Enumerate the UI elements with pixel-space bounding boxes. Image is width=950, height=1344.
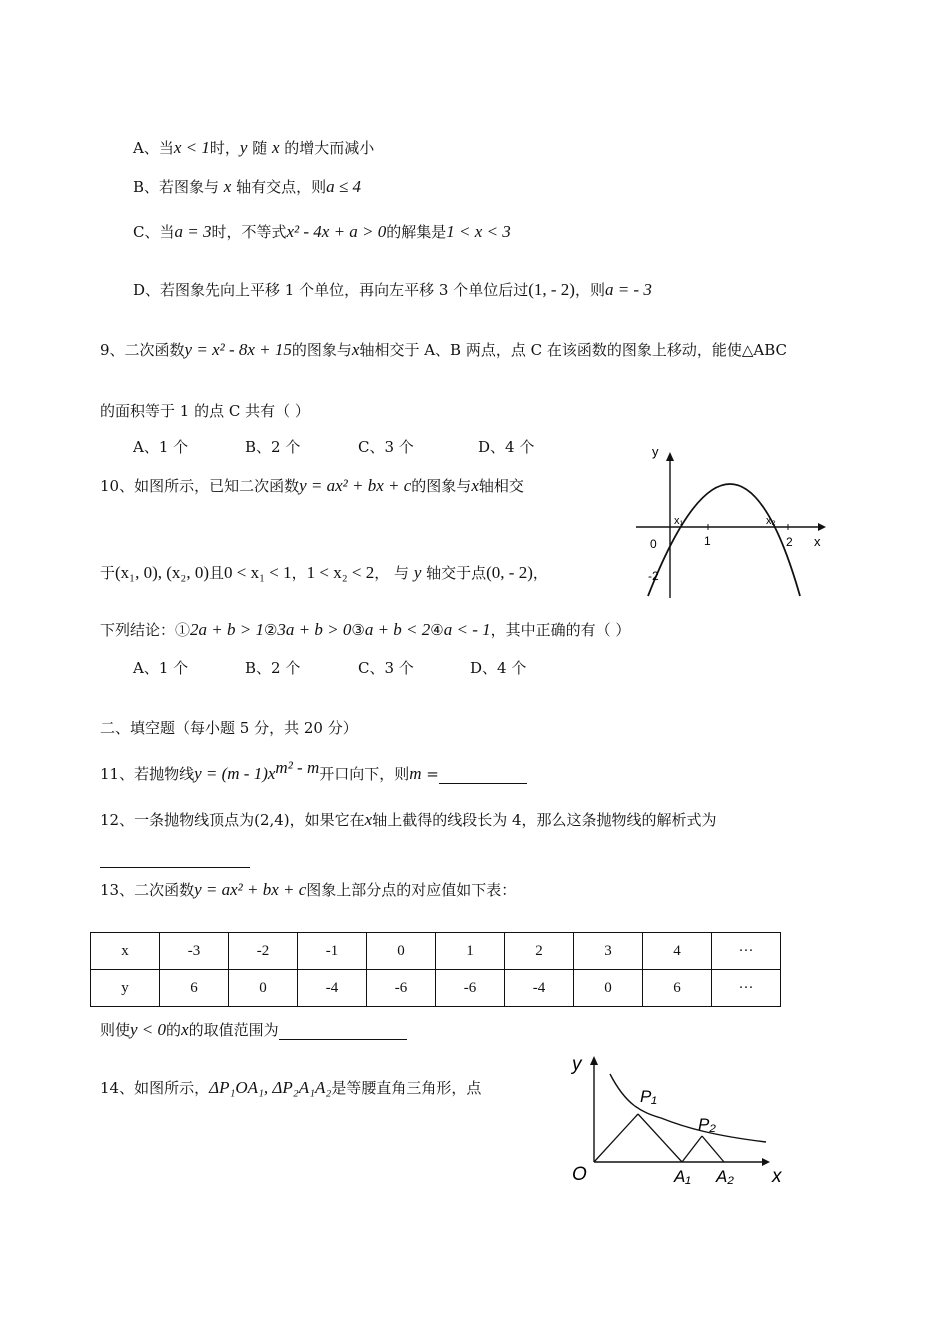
table-cell: -3: [160, 933, 229, 970]
q8-option-d: [133, 280, 652, 300]
q8-a-mid: 时，: [209, 139, 240, 157]
q14-segment-p1-a1: [638, 1114, 682, 1162]
q10-cond1: 0 < x₁ < 1: [224, 563, 292, 582]
q9-stem: [100, 340, 787, 360]
q10-option-a: A、1 个: [133, 659, 189, 677]
q9-equation: y = x² - 8x + 15: [184, 340, 292, 359]
table-cell: 3: [574, 933, 643, 970]
q10-equation: y = ax² + bx + c: [299, 476, 412, 495]
q14-triangle-graph: [566, 1050, 792, 1188]
q13-prefix: 13、二次函数: [100, 881, 195, 899]
q8-c-prefix: C、当: [133, 223, 175, 241]
q11-answer-blank[interactable]: [439, 783, 527, 784]
q10-l2a: 于: [100, 564, 116, 582]
q10-result2: 3a + b > 0: [277, 620, 352, 639]
q8-b-condition: a ≤ 4: [326, 177, 361, 196]
table-cell: 0: [229, 970, 298, 1007]
q10-x: x: [471, 476, 479, 495]
q9-stem-line2: 的面积等于 1 的点 C 共有（ ）: [100, 402, 310, 420]
table-cell: ···: [712, 933, 781, 970]
q14-label-p1: P₁: [640, 1087, 657, 1106]
q11-prefix: 11、若抛物线: [100, 765, 195, 783]
q10-l3a: 下列结论：①: [100, 621, 191, 639]
q10-l2d: 轴交于点: [421, 564, 487, 582]
q13-question: [100, 1020, 407, 1040]
table-cell: 6: [643, 970, 712, 1007]
table-cell: y: [91, 970, 160, 1007]
q10-l2c: ， 与: [374, 564, 414, 582]
table-cell: 6: [160, 970, 229, 1007]
q8-d-mid: ，则: [574, 281, 605, 299]
q8-c-condition: a = 3: [174, 222, 212, 241]
q12-answer-blank[interactable]: [100, 849, 250, 868]
q8-d-prefix: D、若图象先向上平移 1 个单位，再向左平移 3 个单位后过: [133, 281, 529, 299]
q11-equation: y = (m - 1)x: [194, 764, 276, 783]
q10-conclusions: [100, 620, 630, 640]
table-cell: ···: [712, 970, 781, 1007]
q14-segment-o-p1: [594, 1114, 638, 1162]
q12-x: x: [364, 810, 373, 829]
table-cell: 2: [505, 933, 574, 970]
section-fill-in-heading: 二、填空题（每小题 5 分，共 20 分）: [100, 719, 358, 737]
q9-option-d: D、4 个: [478, 438, 535, 456]
q9-mid: 的图象与: [291, 341, 352, 359]
q14-y-arrow-icon: [590, 1056, 598, 1065]
q9-option-c: C、3 个: [358, 438, 414, 456]
table-cell: -6: [436, 970, 505, 1007]
q10-sep: ，: [291, 564, 307, 582]
q10-prefix: 10、如图所示，已知二次函数: [100, 477, 300, 495]
q14-hyperbola: [610, 1074, 766, 1142]
q8-a-rest2: 的增大而减小: [279, 139, 375, 157]
table-cell: 0: [367, 933, 436, 970]
q9-option-a: A、1 个: [133, 438, 189, 456]
q9-option-b: B、2 个: [245, 438, 301, 456]
q10-l2e: ，: [532, 564, 548, 582]
q8-option-c: [133, 222, 511, 242]
table-cell: -4: [505, 970, 574, 1007]
q11-equals: =: [421, 765, 439, 783]
q10-y-arrow-icon: [666, 452, 674, 461]
q10-n2: ②: [263, 621, 278, 639]
q14-x-arrow-icon: [762, 1158, 770, 1166]
table-cell: -1: [298, 933, 367, 970]
q10-l2b: 且: [209, 564, 225, 582]
q10-l3b: ，其中正确的有（ ）: [490, 621, 631, 639]
q14-stem: [100, 1078, 481, 1098]
q10-x-arrow-icon: [818, 523, 826, 531]
q10-result1: 2a + b > 1: [190, 620, 264, 639]
q10-result4: a < - 1: [443, 620, 491, 639]
q12-answer-line: [100, 848, 250, 868]
q10-point: (0, - 2): [486, 563, 533, 582]
q10-cond2: 1 < x₂ < 2: [306, 563, 375, 582]
q11-exponent: m² - m: [275, 758, 320, 777]
q14-rest: 是等腰直角三角形，点: [331, 1079, 482, 1097]
q13-condition: y < 0: [130, 1020, 167, 1039]
table-cell: x: [91, 933, 160, 970]
q14-label-x: x: [772, 1166, 782, 1187]
q10-label-x: x: [814, 534, 821, 549]
q10-mid: 的图象与: [411, 477, 472, 495]
q14-segment-p2-a2: [702, 1136, 724, 1162]
q8-a-x: x: [271, 138, 280, 157]
q8-c-solution: 1 < x < 3: [446, 222, 511, 241]
q8-d-result: a = - 3: [604, 280, 652, 299]
q14-label-y: y: [572, 1054, 582, 1075]
q10-rest: 轴相交: [478, 477, 524, 495]
table-row: [91, 970, 781, 1007]
q13-after-prefix: 则使: [100, 1021, 131, 1039]
q9-prefix: 9、二次函数: [100, 341, 185, 359]
q10-option-b: B、2 个: [245, 659, 301, 677]
q14-label-a1: A₁: [674, 1167, 691, 1186]
q8-b-mid: 轴有交点，则: [231, 178, 327, 196]
q13-x: x: [181, 1020, 189, 1039]
q10-stem-line2: [100, 563, 548, 583]
q10-y: y: [413, 563, 422, 582]
q11-mid: 开口向下，则: [319, 765, 410, 783]
q10-label-y: y: [652, 444, 659, 459]
q10-points: (x₁, 0), (x₂, 0): [115, 563, 210, 582]
q8-c-inequality: x² - 4x + a > 0: [286, 222, 387, 241]
q13-after-rest: 的取值范围为: [188, 1021, 279, 1039]
q13-value-table: [90, 932, 781, 1007]
q8-a-prefix: A、当: [133, 139, 174, 157]
q10-label-x1: x₁: [674, 515, 684, 527]
q10-n4: ④: [430, 621, 444, 639]
q13-after-mid: 的: [166, 1021, 182, 1039]
table-cell: -4: [298, 970, 367, 1007]
q8-a-rest1: 随: [247, 139, 272, 157]
table-row: [91, 933, 781, 970]
q10-label-origin: 0: [650, 537, 657, 551]
q8-a-y: y: [239, 138, 248, 157]
q13-equation: y = ax² + bx + c: [194, 880, 307, 899]
q8-c-mid: 时，不等式: [211, 223, 287, 241]
q13-answer-blank[interactable]: [279, 1039, 407, 1040]
q8-d-point: (1, - 2): [528, 280, 575, 299]
q10-label-x2: x₂: [766, 515, 776, 527]
table-cell: -2: [229, 933, 298, 970]
q11-m: m: [409, 764, 422, 783]
q12-rest: 轴上截得的线段长为 4，那么这条抛物线的解析式为: [372, 811, 717, 829]
q10-option-c: C、3 个: [358, 659, 414, 677]
q13-stem: [100, 880, 516, 900]
q13-rest: 图象上部分点的对应值如下表：: [306, 881, 517, 899]
q10-parabola-graph: [628, 438, 838, 603]
q10-option-d: D、4 个: [470, 659, 527, 677]
q8-c-mid2: 的解集是: [386, 223, 447, 241]
q10-label-two: 2: [786, 535, 793, 549]
table-cell: 0: [574, 970, 643, 1007]
q12-prefix: 12、一条抛物线顶点为(2,4)，如果它在: [100, 811, 365, 829]
table-cell: 1: [436, 933, 505, 970]
q8-a-condition: x < 1: [173, 138, 210, 157]
q9-x: x: [351, 340, 360, 359]
q8-option-a: [133, 138, 374, 158]
q10-label-minus-two: -2: [648, 569, 659, 583]
q8-b-prefix: B、若图象与: [133, 178, 224, 196]
table-cell: -6: [367, 970, 436, 1007]
q9-rest: 轴相交于 A、B 两点，点 C 在该函数的图象上移动，能使△ABC: [359, 341, 788, 359]
q14-label-p2: P₂: [698, 1115, 716, 1134]
q10-stem: [100, 476, 524, 496]
q14-triangles: ΔP₁OA₁, ΔP₂A₁A₂: [209, 1078, 332, 1097]
q8-option-b: [133, 177, 361, 197]
q14-label-origin: O: [572, 1164, 587, 1185]
q10-parabola: [648, 484, 800, 596]
q11-stem: [100, 758, 527, 784]
q10-n3: ③: [351, 621, 365, 639]
q14-label-a2: A₂: [716, 1167, 734, 1186]
q10-label-one: 1: [704, 534, 711, 548]
q10-result3: a + b < 2: [364, 620, 431, 639]
table-cell: 4: [643, 933, 712, 970]
q12-stem: [100, 810, 717, 830]
q14-segment-a1-p2: [682, 1136, 702, 1162]
q14-prefix: 14、如图所示，: [100, 1079, 210, 1097]
q8-b-x: x: [223, 177, 232, 196]
